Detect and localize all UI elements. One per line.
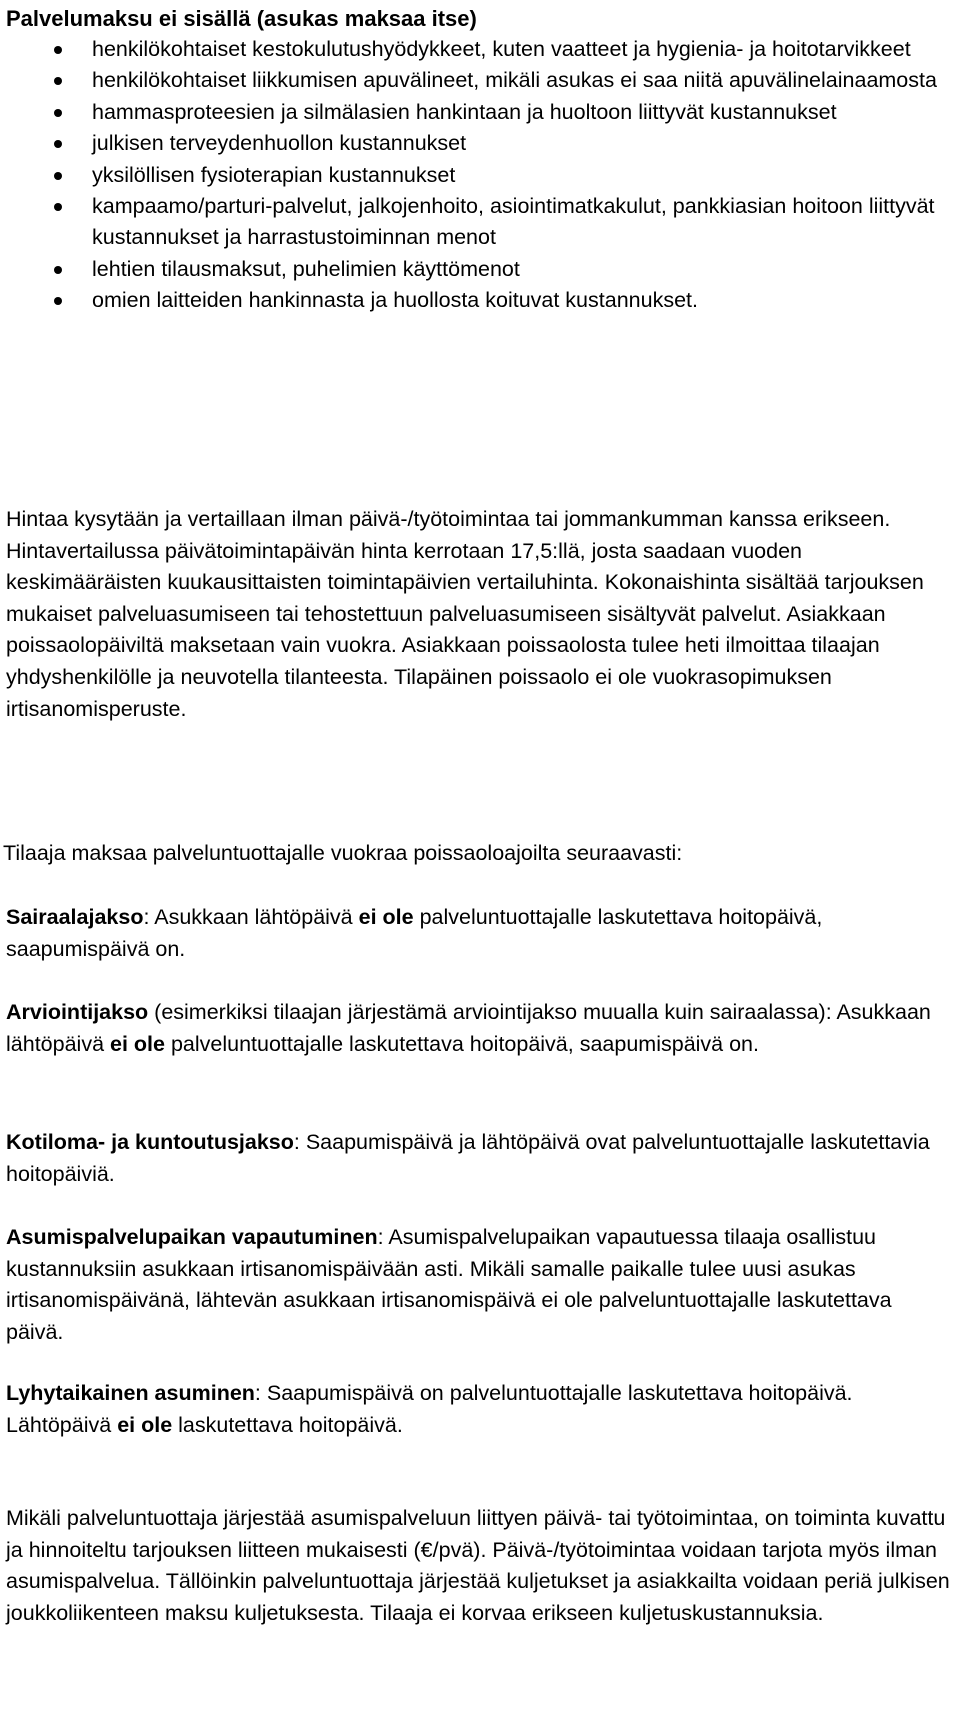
list-item-text: omien laitteiden hankinnasta ja huollosta koituvat kustannukset. bbox=[92, 288, 698, 313]
day-activity-paragraph: Mikäli palveluntuottaja järjestää asumispalveluun liittyen päivä- tai työtoimintaa, on toiminta kuvattu ja hinnoiteltu tarjouksen liitteen mukaisesti (€/pvä). Päivä-/työtoimintaa voidaan tarjota myös ilman asumispalvelua. Tällöinkin palveluntuottaja järjestää kuljetukset ja asiakkailta voidaan periä julkisen joukkoliikenteen maksu kuljetuksesta. Tilaaja ei korvaa erikseen kuljetuskustannuksia. bbox=[6, 1506, 950, 1625]
absence-intro: Tilaaja maksaa palveluntuottajalle vuokraa poissaoloajoilta seuraavasti: bbox=[3, 841, 683, 865]
period-term: Arviointijakso bbox=[6, 1000, 149, 1024]
period-term: Kotiloma- ja kuntoutusjakso bbox=[6, 1130, 294, 1154]
period-sairaalajakso bbox=[6, 902, 950, 965]
list-item bbox=[0, 97, 940, 128]
period-text: palveluntuottajalle laskutettava hoitopäivä, saapumispäivä on. bbox=[164, 1031, 759, 1056]
list-item-text: kampaamo/parturi-palvelut, jalkojenhoito, asiointimatkakulut, pankkiasian hoitoon liittyvät kustannukset ja harrastustoiminnan menot bbox=[92, 194, 935, 250]
list-item bbox=[0, 285, 940, 316]
period-text: : Asumispalvelupaikan vapautuessa tilaaja osallistuu kustannuksiin asukkaan irtisanomispäivään asti. Mikäli samalle paikalle tulee uusi asukas irtisanomispäivänä, lähtevän asukkaan irtisanomispäivä ei ole palveluntuottajalle laskutettava päivä. bbox=[6, 1225, 892, 1344]
list-item bbox=[0, 160, 940, 191]
bullet-icon bbox=[54, 172, 62, 180]
list-item bbox=[0, 65, 940, 96]
list-item bbox=[0, 34, 940, 65]
list-item bbox=[0, 128, 940, 159]
period-emphasis: ei ole bbox=[117, 1412, 173, 1437]
period-text: palveluntuottajalle laskutettava hoitopäivä, saapumispäivä on. bbox=[6, 905, 823, 961]
bullet-icon bbox=[54, 77, 62, 85]
list-item-text: henkilökohtaiset kestokulutushyödykkeet, kuten vaatteet ja hygienia- ja hoitotarvikkeet bbox=[92, 37, 911, 61]
bullet-icon bbox=[54, 109, 62, 117]
pricing-paragraph: Hintaa kysytään ja vertaillaan ilman päivä-/työtoimintaa tai jommankumman kanssa erikseen. Hintavertailussa päivätoimintapäivän hinta kerrotaan 17,5:llä, josta saadaan vuoden keskimääräisten kuukausittaisten toimintapäivien vertailuhinta. Kokonaishinta sisältää tarjouksen mukaiset palveluasumiseen tai tehostettuun palveluasumiseen sisältyvät palvelut. Asiakkaan poissaolopäiviltä maksetaan vain vuokra. Asiakkaan poissaolosta tulee heti ilmoittaa tilaajan yhdyshenkilölle ja neuvotella tilanteesta. Tilapäinen poissaolo ei ole vuokrasopimuksen irtisanomisperuste. bbox=[6, 507, 924, 721]
list-item-text: lehtien tilausmaksut, puhelimien käyttömenot bbox=[92, 256, 520, 281]
bullet-icon bbox=[54, 203, 62, 211]
period-arviointijakso bbox=[6, 997, 950, 1060]
list-item bbox=[0, 191, 940, 254]
list-item-text: yksilöllisen fysioterapian kustannukset bbox=[92, 162, 456, 187]
bullet-icon bbox=[54, 46, 62, 54]
period-text: (esimerkiksi tilaajan järjestämä arviointijakso muualla kuin sairaalassa): Asukkaan lähtöpäivä bbox=[6, 1000, 931, 1056]
section-heading: Palvelumaksu ei sisällä (asukas maksaa itse) bbox=[6, 6, 477, 31]
period-term: Asumispalvelupaikan vapautuminen bbox=[6, 1225, 378, 1249]
list-item-text: hammasproteesien ja silmälasien hankintaan ja huoltoon liittyvät kustannukset bbox=[92, 99, 837, 124]
period-emphasis: ei ole bbox=[358, 905, 414, 929]
period-term: Lyhytaikainen asuminen bbox=[6, 1381, 255, 1405]
bullet-icon bbox=[54, 297, 62, 305]
period-term: Sairaalajakso bbox=[6, 905, 144, 929]
period-text: laskutettava hoitopäivä. bbox=[172, 1412, 403, 1437]
bullet-icon bbox=[54, 140, 62, 148]
bullet-icon bbox=[54, 266, 62, 274]
list-item bbox=[0, 254, 940, 285]
period-vapautuminen bbox=[6, 1222, 950, 1348]
period-kotiloma bbox=[6, 1127, 950, 1190]
period-emphasis: ei ole bbox=[110, 1031, 165, 1056]
period-text: : Asukkaan lähtöpäivä bbox=[143, 905, 359, 929]
list-item-text: julkisen terveydenhuollon kustannukset bbox=[92, 131, 467, 156]
period-lyhytaikainen bbox=[6, 1378, 950, 1441]
list-item-text: henkilökohtaiset liikkumisen apuvälineet, mikäli asukas ei saa niitä apuvälinelainaamosta bbox=[92, 68, 937, 93]
period-text: : Saapumispäivä ja lähtöpäivä ovat palveluntuottajalle laskutettavia hoitopäiviä. bbox=[6, 1130, 930, 1186]
period-text: : Saapumispäivä on palveluntuottajalle laskutettava hoitopäivä. Lähtöpäivä bbox=[6, 1381, 853, 1437]
excluded-costs-list bbox=[0, 34, 940, 317]
